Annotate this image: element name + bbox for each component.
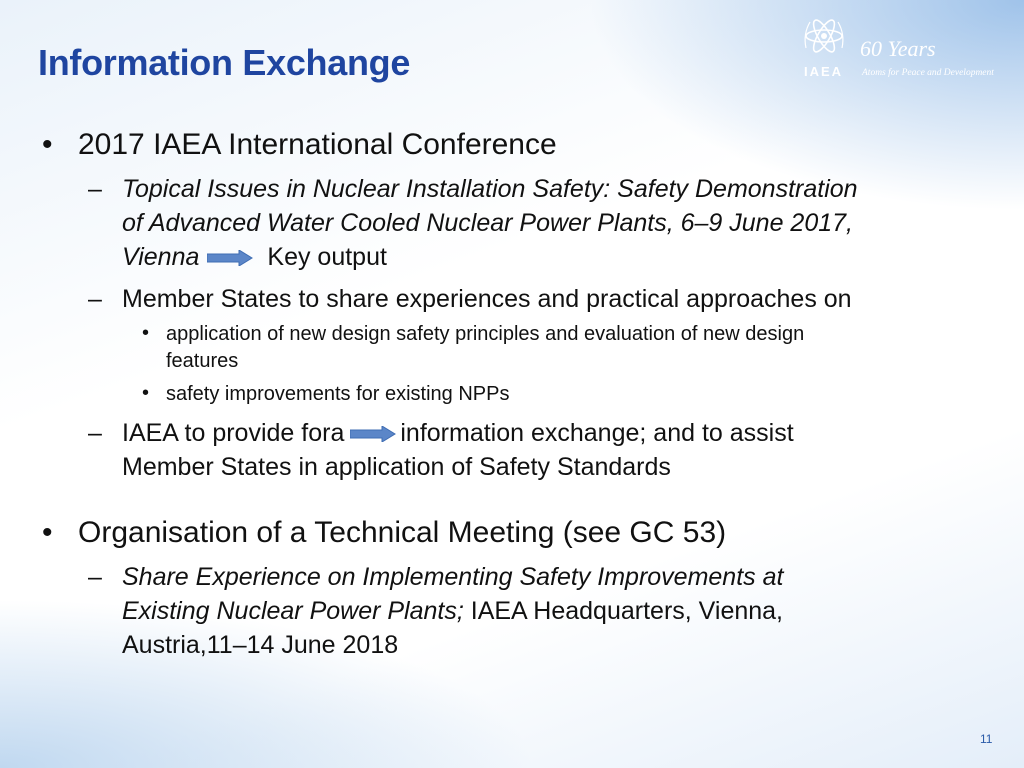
conference-line-1: Topical Issues in Nuclear Installation Safety: Safety Demonstration (122, 175, 858, 203)
meeting-line-2 (122, 594, 982, 628)
meeting-title-end: Existing Nuclear Power Plants; (122, 597, 464, 625)
slide-title: Information Exchange (38, 42, 411, 83)
dash-icon: – (88, 285, 102, 313)
small-bullet-icon: • (142, 322, 150, 344)
meeting-venue: IAEA Headquarters, Vienna, (463, 597, 784, 625)
iaea-60-years-logo (800, 14, 1010, 84)
safety-improvements-text: safety improvements for existing NPPs (166, 383, 510, 405)
bullet-conference (42, 128, 557, 162)
member-states-text: Member States to share experiences and practical approaches on (122, 285, 852, 313)
iaea-fora-line-1 (122, 416, 982, 450)
conference-line-3 (122, 240, 982, 274)
sub-item-iaea-fora (88, 416, 982, 484)
dash-icon: – (88, 563, 102, 591)
bullet-dot-icon: • (42, 516, 53, 549)
sub-sub-item-safety-improvements (142, 381, 926, 408)
bullet-dot-icon: • (42, 128, 53, 161)
dash-icon: – (88, 419, 102, 447)
information-exchange-text: information exchange; and to assist (400, 419, 794, 447)
meeting-line-1: Share Experience on Implementing Safety Improvements at (122, 563, 784, 591)
iaea-fora-text: IAEA to provide fora (122, 419, 345, 447)
logo-years: 60 Years (860, 36, 936, 61)
sub-sub-item-design-principles (142, 321, 926, 375)
meeting-line-3: Austria,11–14 June 2018 (122, 631, 399, 659)
bullet-text: Organisation of a Technical Meeting (see GC 53) (78, 516, 727, 549)
logo-tagline: Atoms for Peace and Development (862, 68, 994, 78)
small-bullet-icon: • (142, 382, 150, 404)
atom-emblem-icon (800, 14, 860, 66)
key-output-label: Key output (267, 243, 387, 271)
sub-item-meeting (88, 560, 982, 662)
dash-icon: – (88, 175, 102, 203)
sub-item-conference (88, 172, 982, 274)
design-principles-line-2: features (166, 350, 239, 372)
logo-org-name: IAEA (804, 64, 844, 79)
page-number: 11 (980, 732, 993, 746)
right-arrow-icon (207, 250, 253, 266)
iaea-fora-line-2: Member States in application of Safety Standards (122, 453, 671, 481)
conference-location: Vienna (122, 243, 200, 271)
bullet-technical-meeting (42, 516, 727, 550)
sub-item-member-states (88, 282, 982, 316)
conference-line-2: of Advanced Water Cooled Nuclear Power Plants, 6–9 June 2017, (122, 209, 853, 237)
right-arrow-icon (350, 426, 396, 442)
bullet-text: 2017 IAEA International Conference (78, 128, 557, 161)
design-principles-line-1: application of new design safety principles and evaluation of new design (166, 323, 805, 345)
